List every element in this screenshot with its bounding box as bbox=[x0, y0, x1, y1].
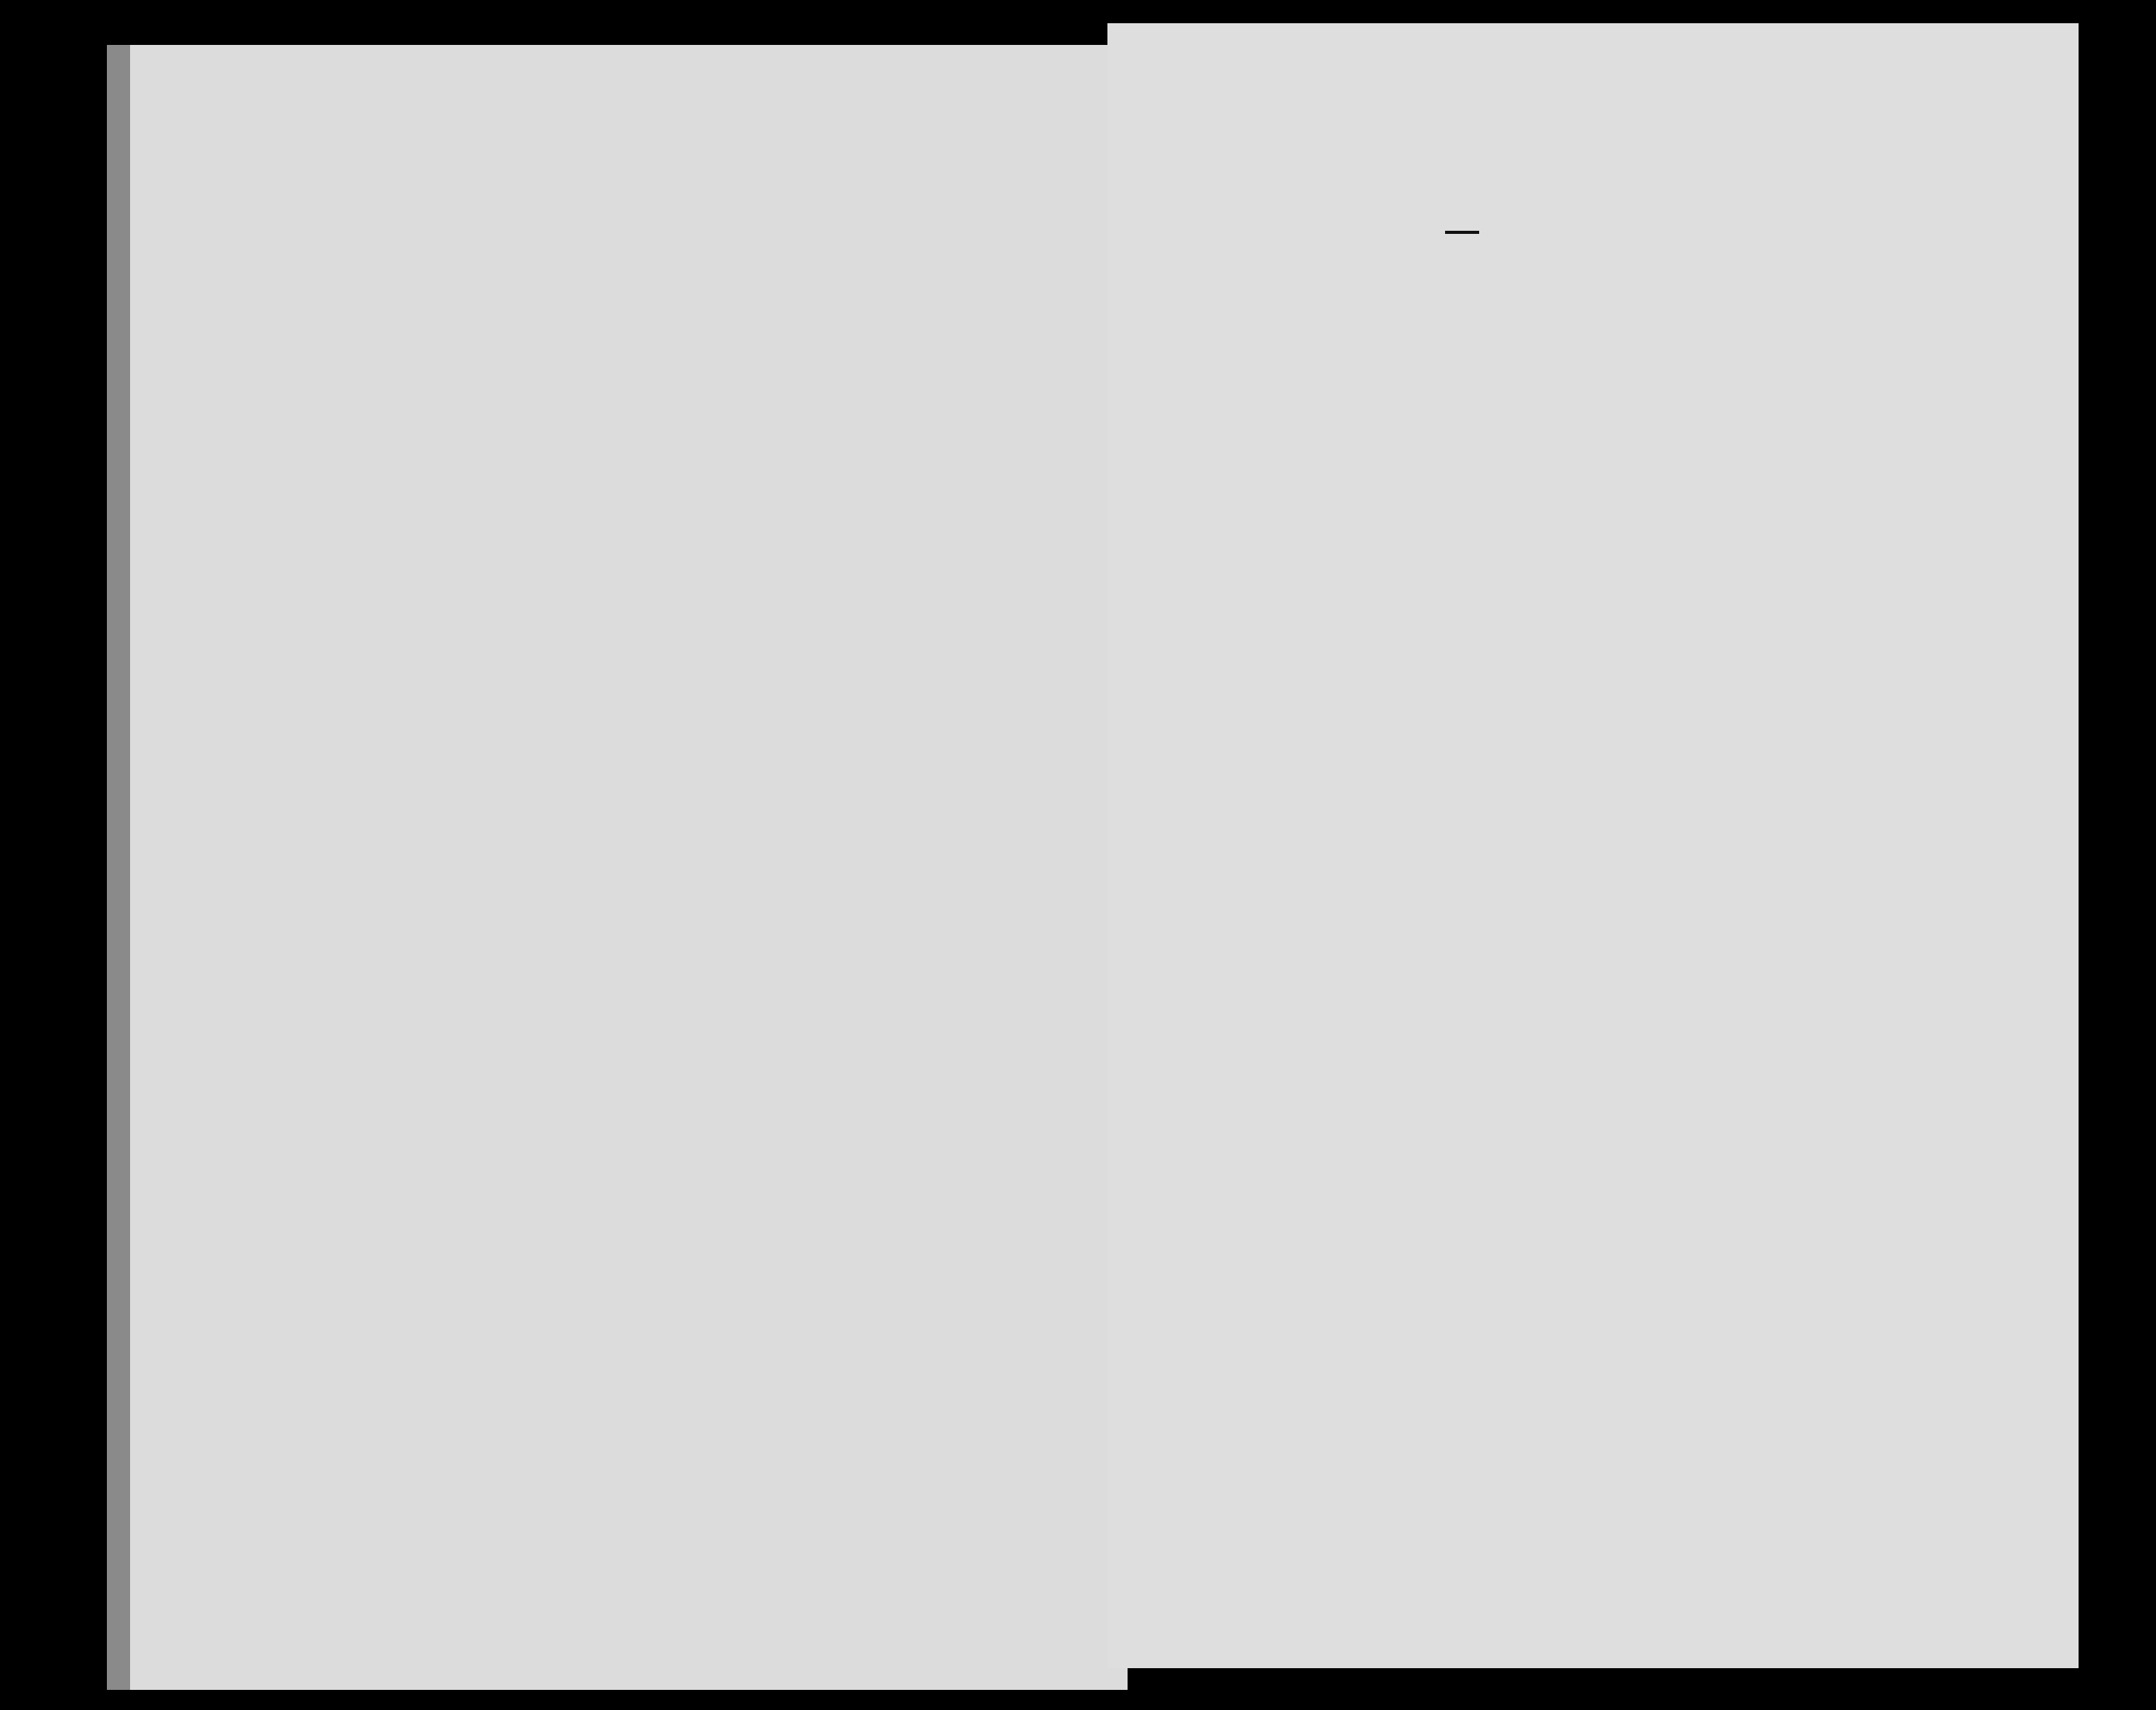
left-page bbox=[107, 45, 1128, 1690]
right-page bbox=[1107, 23, 2079, 1668]
chapter-heading bbox=[1445, 228, 1479, 234]
